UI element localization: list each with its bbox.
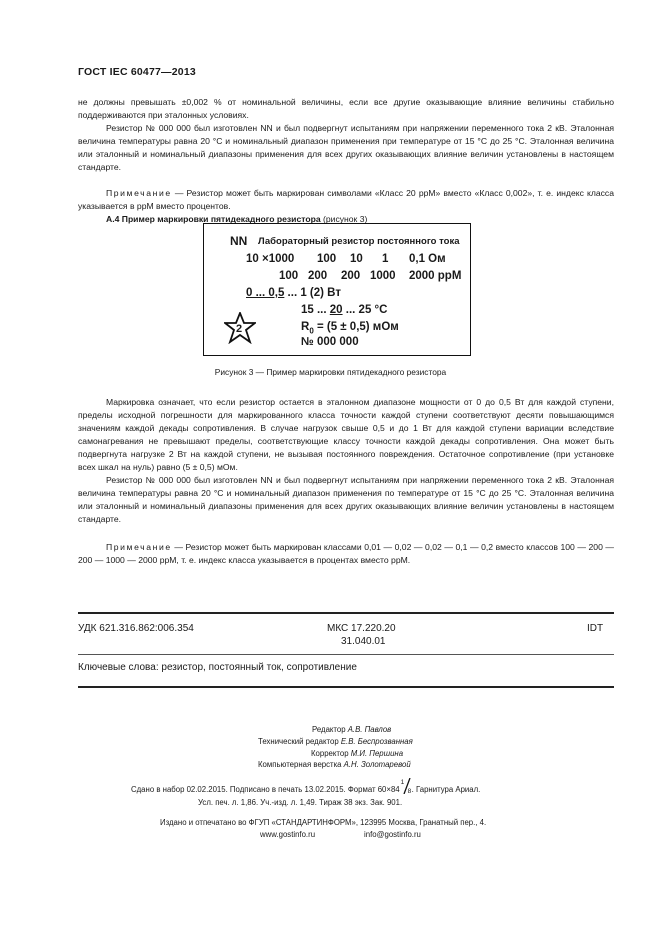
footer-bottom-rule <box>78 686 614 688</box>
fig-row1-c: 10 <box>350 253 363 265</box>
paragraph-3: Маркировка означает, что если резистор остается в эталонном диапазоне мощности от 0 до 0,5 Вт для каждой ступени, пределы исходной погрешности для маркированного класса точности каждой ступени соответствуют десяти повышающимся значениям каждой декады сопротивления. В случае нагрузок свыше 0,5 и до 1 Вт для каждой ступени вариации вследствие самонагревания не превышают пределы, соответствующие классу точности каждой декады сопротивления. Она может быть подвергнута нагрузке 2 Вт на каждой ступени, не вызывая постоянного повреждения. Остаточное сопротивление (при установке всех шкал на нуль) равно (5 ± 0,5) мОм. Резистор № 000 000 был изготовлен NN и был подвергнут испытаниям при напряжении переменного тока 2 кВ. Эталонная величина температуры равна 20 °C и номинальный диапазон применения по температуре от 15 °C до 25 °C. Эталонная величина или эталонный и номинальный диапазоны применения для всех других оказывающих влияние величин установлены в настоящем стандарте. <box>78 397 614 524</box>
idt-label: IDT <box>587 623 604 634</box>
fig-row2-b: 200 <box>308 270 328 282</box>
fig-maker: NN <box>230 234 248 248</box>
imprint-corrector: Корректор М.И. Першина <box>311 749 404 758</box>
imprint-tech-editor: Технический редактор Е.В. Беспрозванная <box>258 737 413 746</box>
note-2-text: — Резистор может быть маркирован классами 0,01 — 0,02 — 0,02 — 0,1 — 0,2 вместо классов 100 — 200 — 200 — 1000 — 2000 ppM, т. е. индекс класса указывается в процентах вместо ppM. <box>78 542 615 565</box>
fig-row1-e: 0,1 Ом <box>409 253 446 265</box>
publisher-website[interactable]: www.gostinfo.ru <box>260 830 316 839</box>
figure-caption: Рисунок 3 — Пример маркировки пятидекадного резистора <box>214 367 447 377</box>
imprint-edition-line: Усл. печ. л. 1,86. Уч.-изд. л. 1,49. Тираж 38 экз. Зак. 901. <box>198 798 403 807</box>
class-star-number: 2 <box>236 323 243 335</box>
fig-serial: № 000 000 <box>301 336 359 348</box>
mks-code-1: МКС 17.220.20 <box>327 623 396 634</box>
fig-row2-e: 2000 ppM <box>409 270 462 282</box>
footer-mid-rule <box>78 654 614 655</box>
fig-row2-a: 100 <box>279 270 299 282</box>
document-header: ГОСТ IEC 60477—2013 <box>78 66 196 78</box>
keywords: Ключевые слова: резистор, постоянный ток, сопротивление <box>78 662 357 673</box>
udk-code: УДК 621.316.862:006.354 <box>78 623 194 634</box>
format-fraction: 1 8 <box>400 779 412 795</box>
note-1-text: — Резистор может быть маркирован символами «Класс 20 ppM» вместо «Класс 0,002», т. е. индекс класса указывается в ppM вместо процентов. <box>78 188 615 211</box>
imprint-layout: Компьютерная верстка А.Н. Золотаревой <box>258 760 411 769</box>
footer-top-rule <box>78 612 614 614</box>
fig-temp: 15 ... 20 ... 25 °C <box>301 304 388 316</box>
imprint-print-line: Сдано в набор 02.02.2015. Подписано в печать 13.02.2015. Формат 60×84 1 8 . Гарнитура Ариал. <box>131 779 481 795</box>
fig-r0: $R_0 = (5 \pm 0,5)$ мОм <box>301 321 399 336</box>
paragraph-1: не должны превышать ±0,002 % от номинальной величины, если все другие оказывающие влияние величины стабильно поддерживаются при эталонных условиях. Резистор № 000 000 был изготовлен NN и был подвергнут испытаниям при напряжении переменного тока 2 кВ. Эталонная величина температуры равна 20 °C и номинальный диапазон применения при температуре от 15 °C до 25 °C. Эталонная величина или эталонный и номинальный диапазоны применения для всех других оказывающих влияние величин установлены в настоящем стандарте. Примечание — Резистор может быть маркирован символами «Класс 20 ppM» вместо «Класс 0,002», т. е. индекс класса указывается в ppM вместо процентов. А.4 Пример маркировки пятидекадного резистора (рисунок 3) <box>78 97 615 224</box>
note-1-label: Примечание <box>106 188 172 198</box>
fig-row1-d: 1 <box>382 253 389 265</box>
fig-power: 0 ... 0,5 ... 1 (2) Вт <box>246 287 341 299</box>
fig-row1-a: 10 ×1000 <box>246 253 295 265</box>
fig-row2-d: 1000 <box>370 270 396 282</box>
note-1 <box>78 187 614 213</box>
paragraph-4: Резистор № 000 000 был изготовлен NN и был подвергнут испытаниям при напряжении переменного тока 2 кВ. Эталонная величина температуры равна 20 °C и номинальный диапазон применения по температуре от 15 °C до 25 °C. Эталонная величина или эталонный и номинальный диапазоны применения для всех других оказывающих влияние величин установлены в настоящем стандарте. <box>78 475 614 524</box>
note-2 <box>78 541 614 567</box>
mks-code-2: 31.040.01 <box>341 636 386 647</box>
imprint-editor: Редактор А.В. Павлов <box>312 725 392 734</box>
fig-title: Лабораторный резистор постоянного тока <box>258 236 460 247</box>
paragraph-2: Резистор № 000 000 был изготовлен NN и был подвергнут испытаниям при напряжении переменного тока 2 кВ. Эталонная величина температуры равна 20 °C и номинальный диапазон применения при температуре от 15 °C до 25 °C. Эталонная величина или эталонный и номинальный диапазоны применения для всех других оказывающих влияние величин установлены в настоящем стандарте. <box>78 123 614 172</box>
marking-figure <box>203 223 471 356</box>
fig-row2-c: 200 <box>341 270 361 282</box>
fig-row1-b: 100 <box>317 253 337 265</box>
publisher-email[interactable]: info@gostinfo.ru <box>364 830 421 839</box>
imprint-publisher: Издано и отпечатано во ФГУП «СТАНДАРТИНФОРМ», 123995 Москва, Гранатный пер., 4. <box>160 818 487 827</box>
note-2-label: Примечание <box>106 542 172 552</box>
section-ref: (рисунок 3) <box>320 214 368 224</box>
section-title: А.4 Пример маркировки пятидекадного резистора <box>106 214 321 224</box>
